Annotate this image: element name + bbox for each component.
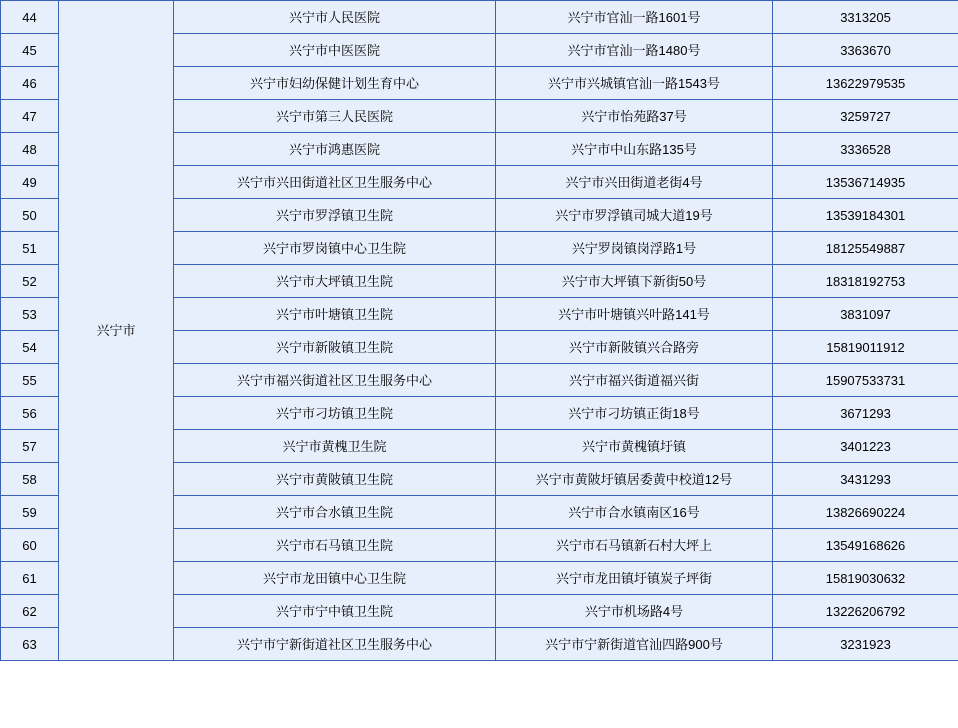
cell-address (496, 364, 773, 397)
row-index-text: 50 (22, 207, 37, 223)
cell-address (496, 331, 773, 364)
institution-name-text: 兴宁市第三人民医院 (275, 108, 393, 124)
cell-institution-name (174, 364, 496, 397)
row-index-text: 47 (22, 108, 37, 124)
cell-institution-name (174, 166, 496, 199)
cell-index (1, 496, 59, 529)
cell-phone (773, 364, 958, 397)
row-index-text: 52 (22, 273, 37, 289)
address-text: 兴宁市怡苑路37号 (581, 108, 687, 124)
phone-text: 13539184301 (825, 207, 906, 223)
cell-institution-name (174, 397, 496, 430)
phone-text: 3401223 (840, 438, 891, 454)
phone-text: 13536714935 (825, 174, 906, 190)
cell-phone (773, 463, 958, 496)
cell-address (496, 265, 773, 298)
row-index-text: 56 (22, 405, 37, 421)
institution-name-text: 兴宁市刁坊镇卫生院 (275, 405, 393, 421)
institution-name-text: 兴宁市黄陂镇卫生院 (275, 471, 393, 487)
cell-phone (773, 232, 958, 265)
cell-index (1, 199, 59, 232)
address-text: 兴宁市机场路4号 (584, 603, 684, 619)
row-index-text: 59 (22, 504, 37, 520)
cell-index (1, 133, 59, 166)
phone-text: 3336528 (840, 141, 891, 157)
cell-address (496, 199, 773, 232)
address-text: 兴宁市新陂镇兴合路旁 (568, 339, 699, 355)
cell-index (1, 67, 59, 100)
cell-institution-name (174, 232, 496, 265)
row-index-text: 57 (22, 438, 37, 454)
cell-index (1, 34, 59, 67)
cell-institution-name (174, 67, 496, 100)
cell-institution-name (174, 265, 496, 298)
phone-text: 15819030632 (825, 570, 906, 586)
cell-index (1, 628, 59, 661)
cell-address (496, 298, 773, 331)
cell-phone (773, 430, 958, 463)
institution-name-text: 兴宁市中医医院 (288, 42, 380, 58)
cell-institution-name (174, 628, 496, 661)
address-text: 兴宁市龙田镇圩镇炭子坪街 (555, 570, 712, 586)
cell-index (1, 331, 59, 364)
cell-address (496, 133, 773, 166)
phone-text: 3831097 (840, 306, 891, 322)
phone-text: 3259727 (840, 108, 891, 124)
cell-institution-name (174, 34, 496, 67)
address-text: 兴宁市罗浮镇司城大道19号 (555, 207, 713, 223)
address-text: 兴宁市官汕一路1601号 (567, 9, 701, 25)
address-text: 兴宁市黄陂圩镇居委黄中校道12号 (535, 471, 733, 487)
cell-phone (773, 529, 958, 562)
cell-phone (773, 67, 958, 100)
cell-index (1, 166, 59, 199)
phone-text: 13622979535 (825, 75, 906, 91)
institution-name-text: 兴宁市罗岗镇中心卫生院 (262, 240, 406, 256)
row-index-text: 46 (22, 75, 37, 91)
phone-text: 3671293 (840, 405, 891, 421)
institution-name-text: 兴宁市鸿惠医院 (288, 141, 380, 157)
cell-index (1, 562, 59, 595)
cell-institution-name (174, 100, 496, 133)
address-text: 兴宁市宁新街道官汕四路900号 (545, 636, 723, 652)
cell-institution-name (174, 1, 496, 34)
address-text: 兴宁市大坪镇下新街50号 (561, 273, 707, 289)
table-body (1, 1, 958, 661)
row-index-text: 44 (22, 9, 37, 25)
institution-name-text: 兴宁市宁新街道社区卫生服务中心 (236, 636, 432, 652)
phone-text: 3313205 (840, 9, 891, 25)
institution-name-text: 兴宁市龙田镇中心卫生院 (262, 570, 406, 586)
cell-phone (773, 1, 958, 34)
address-text: 兴宁市石马镇新石村大坪上 (555, 537, 712, 553)
cell-address (496, 397, 773, 430)
cell-institution-name (174, 199, 496, 232)
phone-text: 3363670 (840, 42, 891, 58)
institution-name-text: 兴宁市福兴街道社区卫生服务中心 (236, 372, 432, 388)
institution-name-text: 兴宁市妇幼保健计划生育中心 (249, 75, 419, 91)
cell-index (1, 397, 59, 430)
institution-name-text: 兴宁市黄槐卫生院 (282, 438, 387, 454)
row-index-text: 53 (22, 306, 37, 322)
cell-phone (773, 331, 958, 364)
phone-text: 13826690224 (825, 504, 906, 520)
cell-phone (773, 166, 958, 199)
cell-index (1, 430, 59, 463)
cell-institution-name (174, 529, 496, 562)
phone-text: 3231923 (840, 636, 891, 652)
row-index-text: 45 (22, 42, 37, 58)
address-text: 兴宁市叶塘镇兴叶路141号 (558, 306, 710, 322)
row-index-text: 55 (22, 372, 37, 388)
phone-text: 18125549887 (825, 240, 906, 256)
region-label-text: 兴宁市 (96, 323, 136, 338)
cell-index (1, 364, 59, 397)
cell-phone (773, 34, 958, 67)
cell-phone (773, 265, 958, 298)
institution-name-text: 兴宁市叶塘镇卫生院 (275, 306, 393, 322)
cell-address (496, 100, 773, 133)
cell-address (496, 34, 773, 67)
cell-address (496, 67, 773, 100)
cell-address (496, 463, 773, 496)
cell-institution-name (174, 595, 496, 628)
row-index-text: 54 (22, 339, 37, 355)
row-index-text: 60 (22, 537, 37, 553)
address-text: 兴宁市黄槐镇圩镇 (581, 438, 686, 454)
cell-phone (773, 397, 958, 430)
row-index-text: 63 (22, 636, 37, 652)
institution-name-text: 兴宁市罗浮镇卫生院 (275, 207, 393, 223)
institution-name-text: 兴宁市合水镇卫生院 (275, 504, 393, 520)
phone-text: 3431293 (840, 471, 891, 487)
cell-phone (773, 298, 958, 331)
cell-phone (773, 496, 958, 529)
address-text: 兴宁市刁坊镇正街18号 (568, 405, 700, 421)
institution-name-text: 兴宁市石马镇卫生院 (275, 537, 393, 553)
row-index-text: 61 (22, 570, 37, 586)
cell-institution-name (174, 133, 496, 166)
cell-address (496, 529, 773, 562)
row-index-text: 48 (22, 141, 37, 157)
cell-address (496, 496, 773, 529)
address-text: 兴宁市福兴街道福兴街 (568, 372, 699, 388)
phone-text: 18318192753 (825, 273, 906, 289)
cell-institution-name (174, 463, 496, 496)
address-text: 兴宁市兴田街道老街4号 (565, 174, 703, 190)
address-text: 兴宁市合水镇南区16号 (568, 504, 700, 520)
cell-phone (773, 100, 958, 133)
cell-index (1, 265, 59, 298)
cell-phone (773, 628, 958, 661)
row-index-text: 49 (22, 174, 37, 190)
cell-institution-name (174, 331, 496, 364)
cell-address (496, 562, 773, 595)
institution-name-text: 兴宁市新陂镇卫生院 (275, 339, 393, 355)
cell-address (496, 430, 773, 463)
table-row[interactable] (1, 1, 958, 34)
phone-text: 15819011912 (826, 339, 905, 355)
cell-address (496, 232, 773, 265)
address-text: 兴宁罗岗镇岗浮路1号 (571, 240, 697, 256)
cell-address (496, 628, 773, 661)
cell-index (1, 595, 59, 628)
row-index-text: 62 (22, 603, 37, 619)
cell-phone (773, 562, 958, 595)
phone-text: 13549168626 (825, 537, 906, 553)
cell-index (1, 1, 59, 34)
cell-index (1, 100, 59, 133)
cell-index (1, 298, 59, 331)
institution-name-text: 兴宁市兴田街道社区卫生服务中心 (236, 174, 432, 190)
cell-region (59, 1, 174, 661)
cell-institution-name (174, 430, 496, 463)
row-index-text: 51 (22, 240, 37, 256)
cell-address (496, 1, 773, 34)
row-index-text: 58 (22, 471, 37, 487)
cell-address (496, 595, 773, 628)
cell-index (1, 232, 59, 265)
institution-name-text: 兴宁市宁中镇卫生院 (275, 603, 393, 619)
cell-phone (773, 133, 958, 166)
address-text: 兴宁市官汕一路1480号 (567, 42, 701, 58)
cell-index (1, 529, 59, 562)
address-text: 兴宁市中山东路135号 (571, 141, 697, 157)
cell-institution-name (174, 298, 496, 331)
institution-name-text: 兴宁市人民医院 (288, 9, 380, 25)
cell-address (496, 166, 773, 199)
cell-index (1, 463, 59, 496)
cell-phone (773, 595, 958, 628)
institution-name-text: 兴宁市大坪镇卫生院 (275, 273, 393, 289)
address-text: 兴宁市兴城镇官汕一路1543号 (548, 75, 720, 91)
phone-text: 13226206792 (825, 603, 906, 619)
cell-institution-name (174, 562, 496, 595)
phone-text: 15907533731 (825, 372, 906, 388)
cell-institution-name (174, 496, 496, 529)
cell-phone (773, 199, 958, 232)
